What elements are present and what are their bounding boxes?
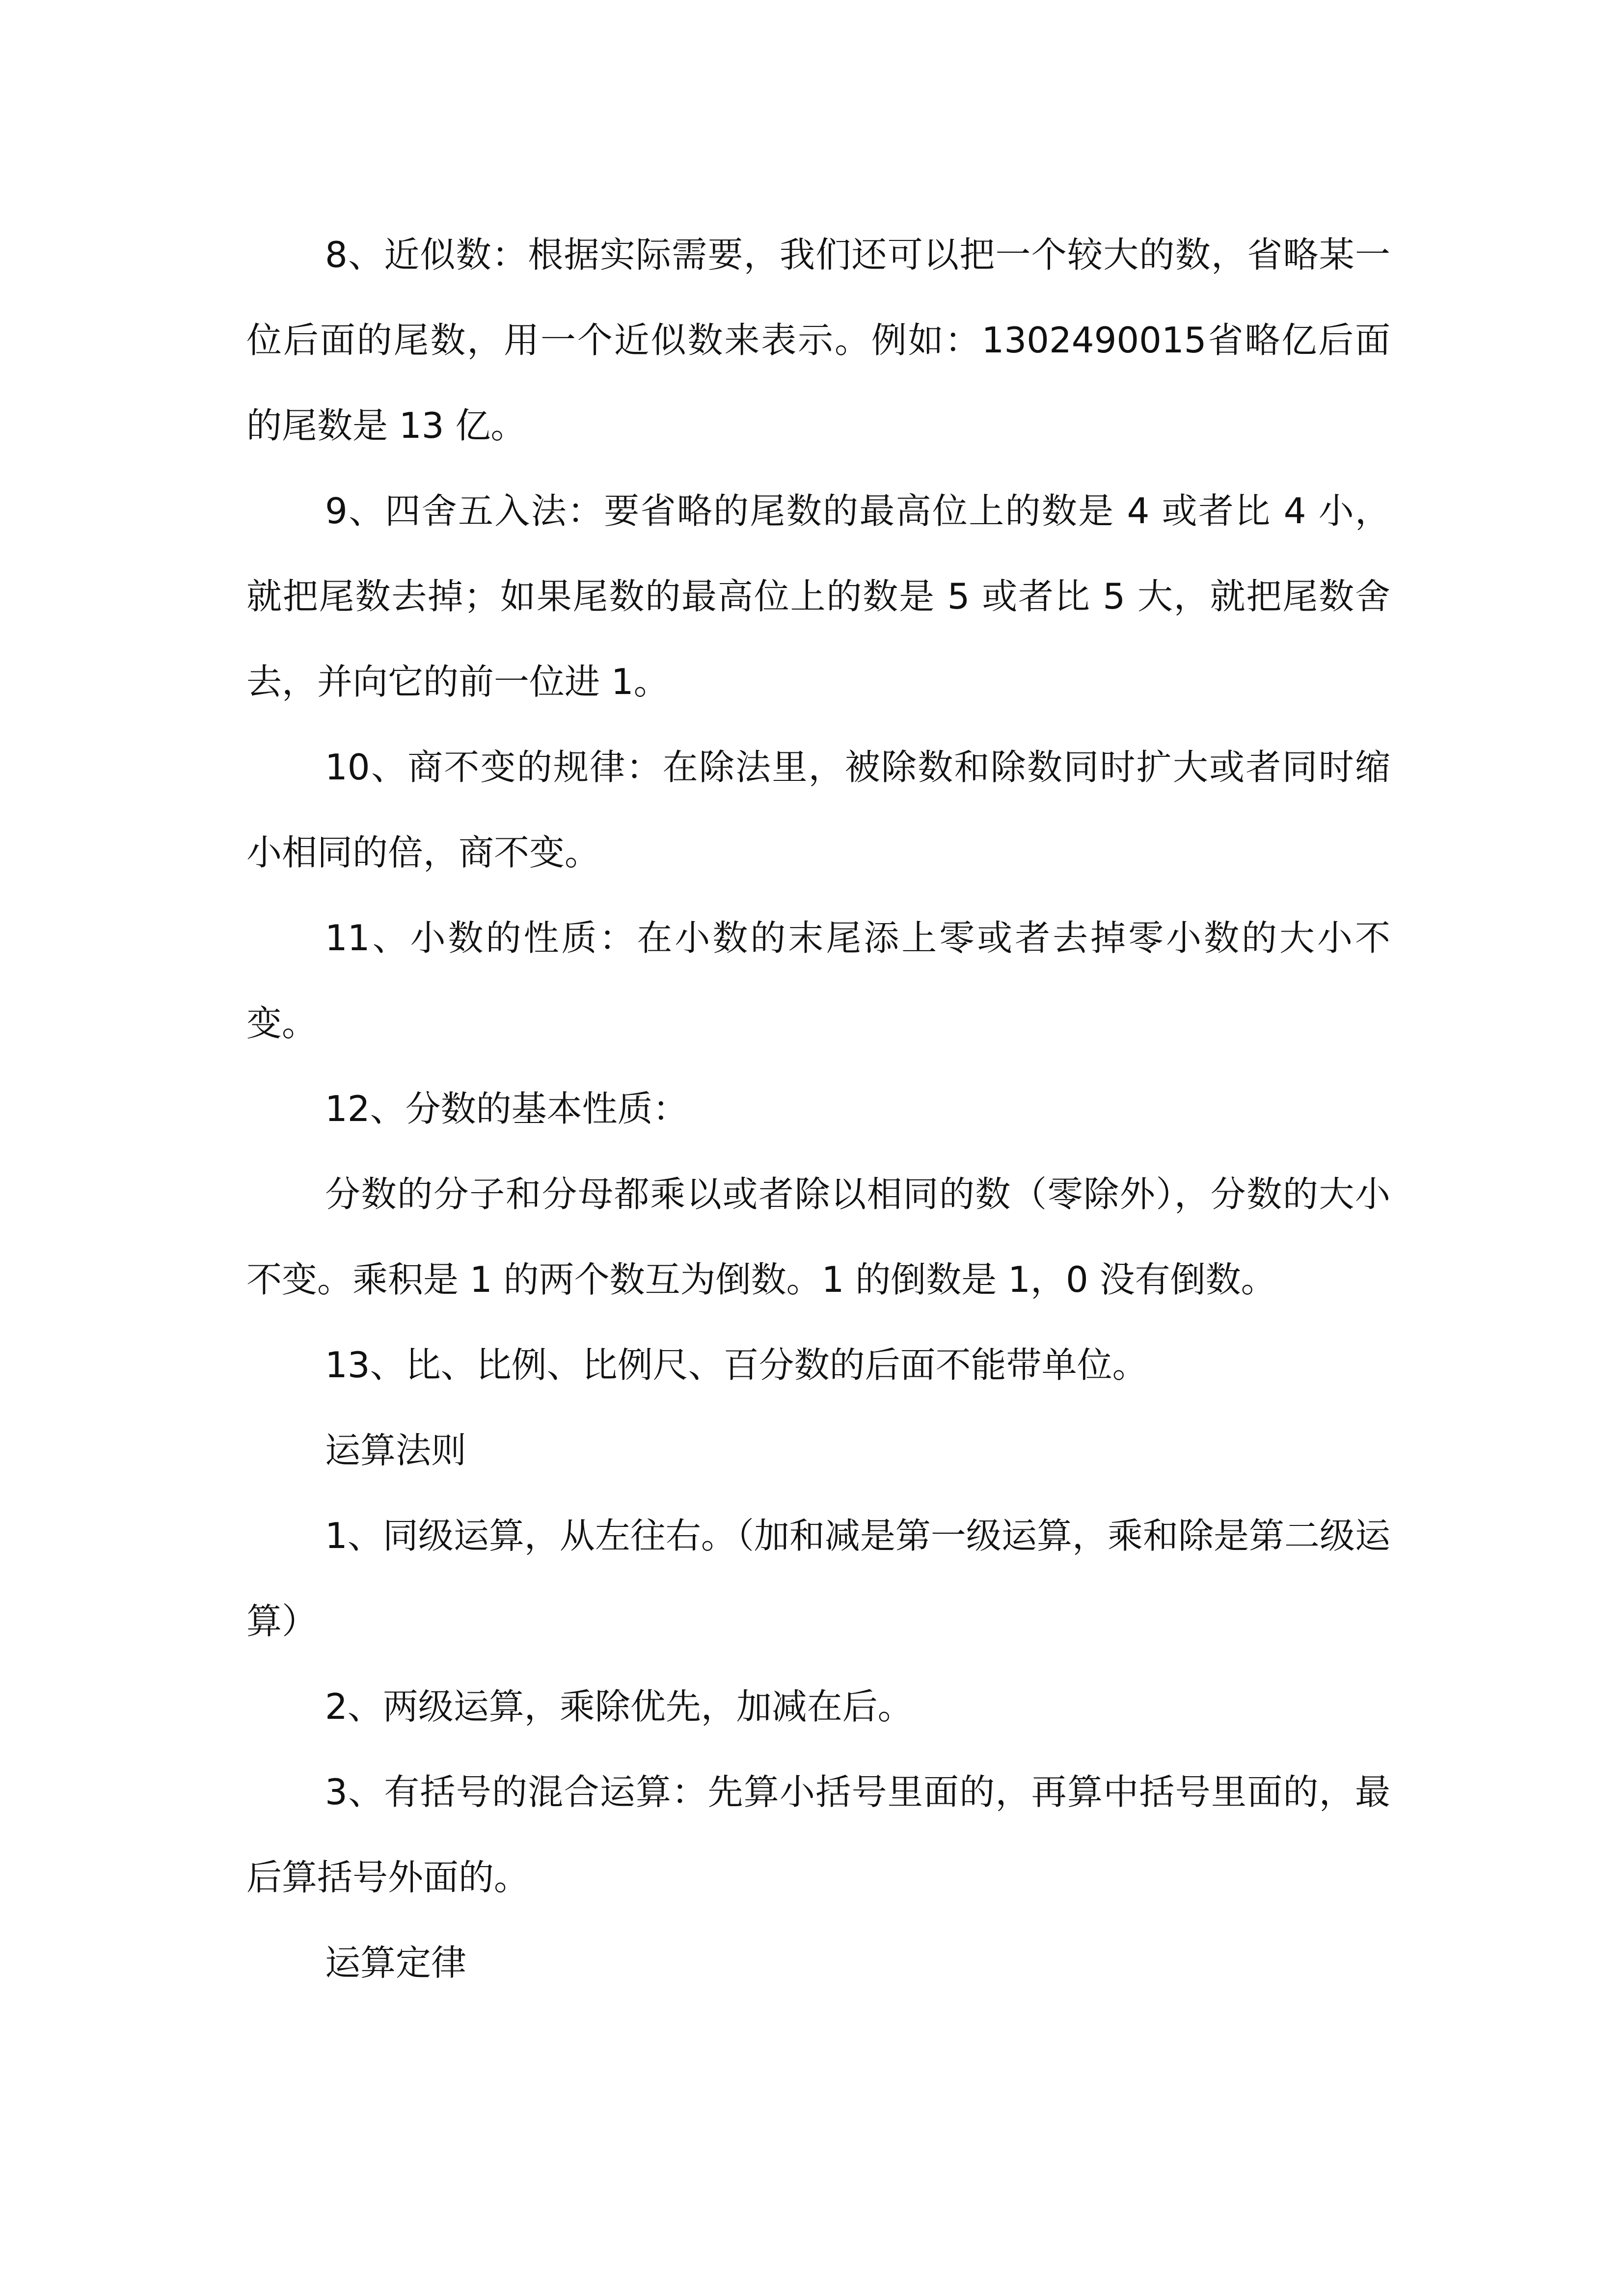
paragraph-two-level-operations: 2、两级运算，乘除优先，加减在后。	[325, 1686, 913, 1727]
paragraph-quotient-rule: 10、商不变的规律：在除法里，被除数和除数同时扩大或者同时缩小相同的倍，商不变。	[246, 747, 1390, 873]
document-body	[246, 212, 1390, 2005]
paragraph-approximate-number: 8、近似数：根据实际需要，我们还可以把一个较大的数，省略某一位后面的尾数，用一个近似数来表示。例如：1302490015省略亿后面的尾数是 13 亿。	[246, 234, 1390, 446]
paragraph-ratio-units: 13、比、比例、比例尺、百分数的后面不能带单位。	[325, 1344, 1148, 1386]
paragraph-same-level-operations: 1、同级运算，从左往右。（加和减是第一级运算，乘和除是第二级运算）	[246, 1515, 1390, 1642]
paragraph-bracket-operations: 3、有括号的混合运算：先算小括号里面的，再算中括号里面的，最后算括号外面的。	[246, 1771, 1390, 1898]
paragraph-rounding-rule: 9、四舍五入法：要省略的尾数的最高位上的数是 4 或者比 4 小，就把尾数去掉；如果尾数的最高位上的数是 5 或者比 5 大，就把尾数舍去，并向它的前一位进 1。	[246, 490, 1390, 702]
section-heading-operation-rules: 运算法则	[325, 1430, 467, 1471]
paragraph-fraction-property-body: 分数的分子和分母都乘以或者除以相同的数（零除外），分数的大小不变。乘积是 1 的两个数互为倒数。1 的倒数是 1，0 没有倒数。	[246, 1174, 1390, 1300]
section-heading-operation-laws: 运算定律	[325, 1942, 467, 1983]
paragraph-decimal-property: 11、小数的性质：在小数的末尾添上零或者去掉零小数的大小不变。	[246, 917, 1390, 1044]
paragraph-fraction-property-title: 12、分数的基本性质：	[325, 1088, 688, 1129]
